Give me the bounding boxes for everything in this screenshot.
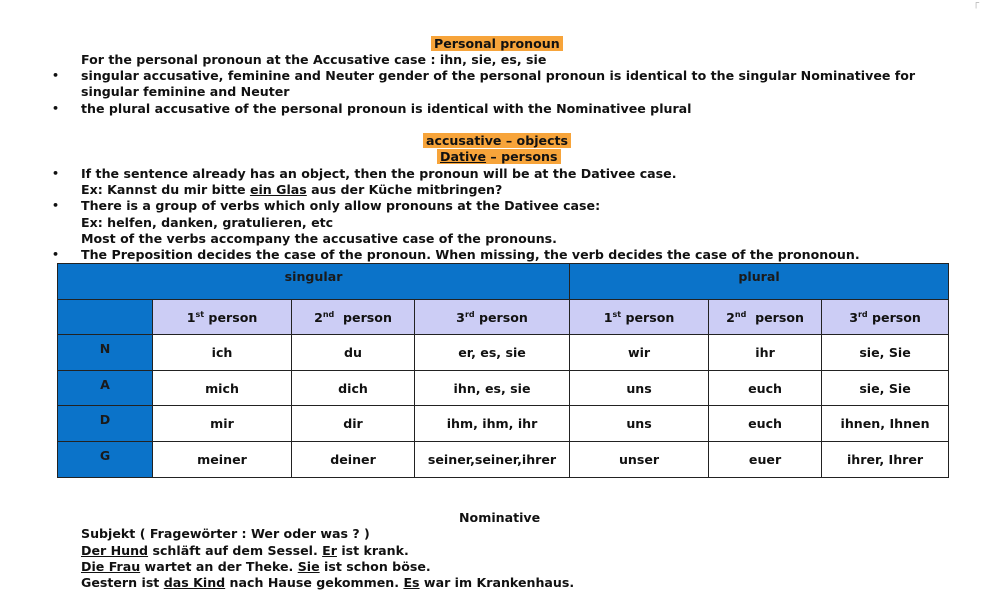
table-cell: unser	[570, 442, 709, 478]
case-label: A	[58, 371, 153, 406]
intro-text: For the personal pronoun at the Accusative case : ihn, sie, es, sie	[81, 52, 547, 67]
bullet-icon: •	[52, 102, 60, 115]
table-cell: ihr	[709, 335, 822, 371]
bullet-item-3: If the sentence already has an object, then the pronoun will be at the Dativee case.	[81, 166, 677, 181]
table-cell: sie, Sie	[822, 335, 949, 371]
table-cell: ihm, ihm, ihr	[415, 406, 570, 442]
case-label: D	[58, 406, 153, 442]
subtitle-dative: Dative – persons	[437, 149, 561, 165]
table-cell: seiner,seiner,ihrer	[415, 442, 570, 478]
bullet-item-5: The Preposition decides the case of the pronoun. When missing, the verb decides the case of the prononoun.	[81, 247, 860, 262]
note-text: Most of the verbs accompany the accusative case of the pronouns.	[81, 231, 557, 246]
group-header-plural: plural	[570, 264, 949, 300]
table-cell: mich	[153, 371, 292, 406]
nominative-heading: Nominative	[459, 510, 541, 525]
example-2: Ex: helfen, danken, gratulieren, etc	[81, 215, 334, 230]
table-cell: ich	[153, 335, 292, 371]
bullet-item-4: There is a group of verbs which only allow pronouns at the Dativee case:	[81, 198, 601, 213]
column-header: 1st person	[153, 300, 292, 335]
case-label: N	[58, 335, 153, 371]
nominative-line-3: Die Frau wartet an der Theke. Sie ist schon böse.	[81, 559, 431, 574]
page-title: Personal pronoun	[431, 36, 563, 52]
table-cell: deiner	[292, 442, 415, 478]
table-row	[58, 335, 949, 371]
column-header: 3rd person	[822, 300, 949, 335]
bullet-item-1-cont: singular feminine and Neuter	[81, 84, 290, 99]
table-cell: wir	[570, 335, 709, 371]
bullet-icon: •	[52, 248, 60, 261]
subtitle-accusative: accusative – objects	[423, 133, 571, 149]
table-cell: euer	[709, 442, 822, 478]
table-cell: mir	[153, 406, 292, 442]
column-header: 3rd person	[415, 300, 570, 335]
table-cell: du	[292, 335, 415, 371]
table-column-header-row	[58, 300, 949, 335]
table-cell: ihn, es, sie	[415, 371, 570, 406]
bullet-icon: •	[52, 167, 60, 180]
nominative-line-4: Gestern ist das Kind nach Hause gekommen. Es war im Krankenhaus.	[81, 575, 575, 590]
nominative-line-1: Subjekt ( Fragewörter : Wer oder was ? )	[81, 526, 370, 541]
bullet-icon: •	[52, 199, 60, 212]
column-header: 1st person	[570, 300, 709, 335]
table-group-header-row	[58, 264, 949, 300]
bullet-icon: •	[52, 69, 60, 82]
table-cell: dir	[292, 406, 415, 442]
table-cell: uns	[570, 406, 709, 442]
table-cell: meiner	[153, 442, 292, 478]
table-row	[58, 371, 949, 406]
table-cell: er, es, sie	[415, 335, 570, 371]
case-label: G	[58, 442, 153, 478]
table-row	[58, 442, 949, 478]
bullet-item-2: the plural accusative of the personal pronoun is identical with the Nominativee plural	[81, 101, 692, 116]
pronoun-table	[57, 263, 949, 478]
column-header: 2nd person	[709, 300, 822, 335]
nominative-line-2: Der Hund schläft auf dem Sessel. Er ist krank.	[81, 543, 409, 558]
table-cell: dich	[292, 371, 415, 406]
page-corner-mark: ┌	[972, 0, 979, 9]
table-cell: ihrer, Ihrer	[822, 442, 949, 478]
table-row	[58, 406, 949, 442]
column-header: 2nd person	[292, 300, 415, 335]
table-cell: ihnen, Ihnen	[822, 406, 949, 442]
bullet-item-1: singular accusative, feminine and Neuter gender of the personal pronoun is identical to the singular Nominativee for	[81, 68, 916, 83]
corner-cell	[58, 300, 153, 335]
group-header-singular: singular	[58, 264, 570, 300]
example-1: Ex: Kannst du mir bitte ein Glas aus der Küche mitbringen?	[81, 182, 503, 197]
table-cell: sie, Sie	[822, 371, 949, 406]
table-cell: euch	[709, 371, 822, 406]
table-cell: uns	[570, 371, 709, 406]
table-cell: euch	[709, 406, 822, 442]
